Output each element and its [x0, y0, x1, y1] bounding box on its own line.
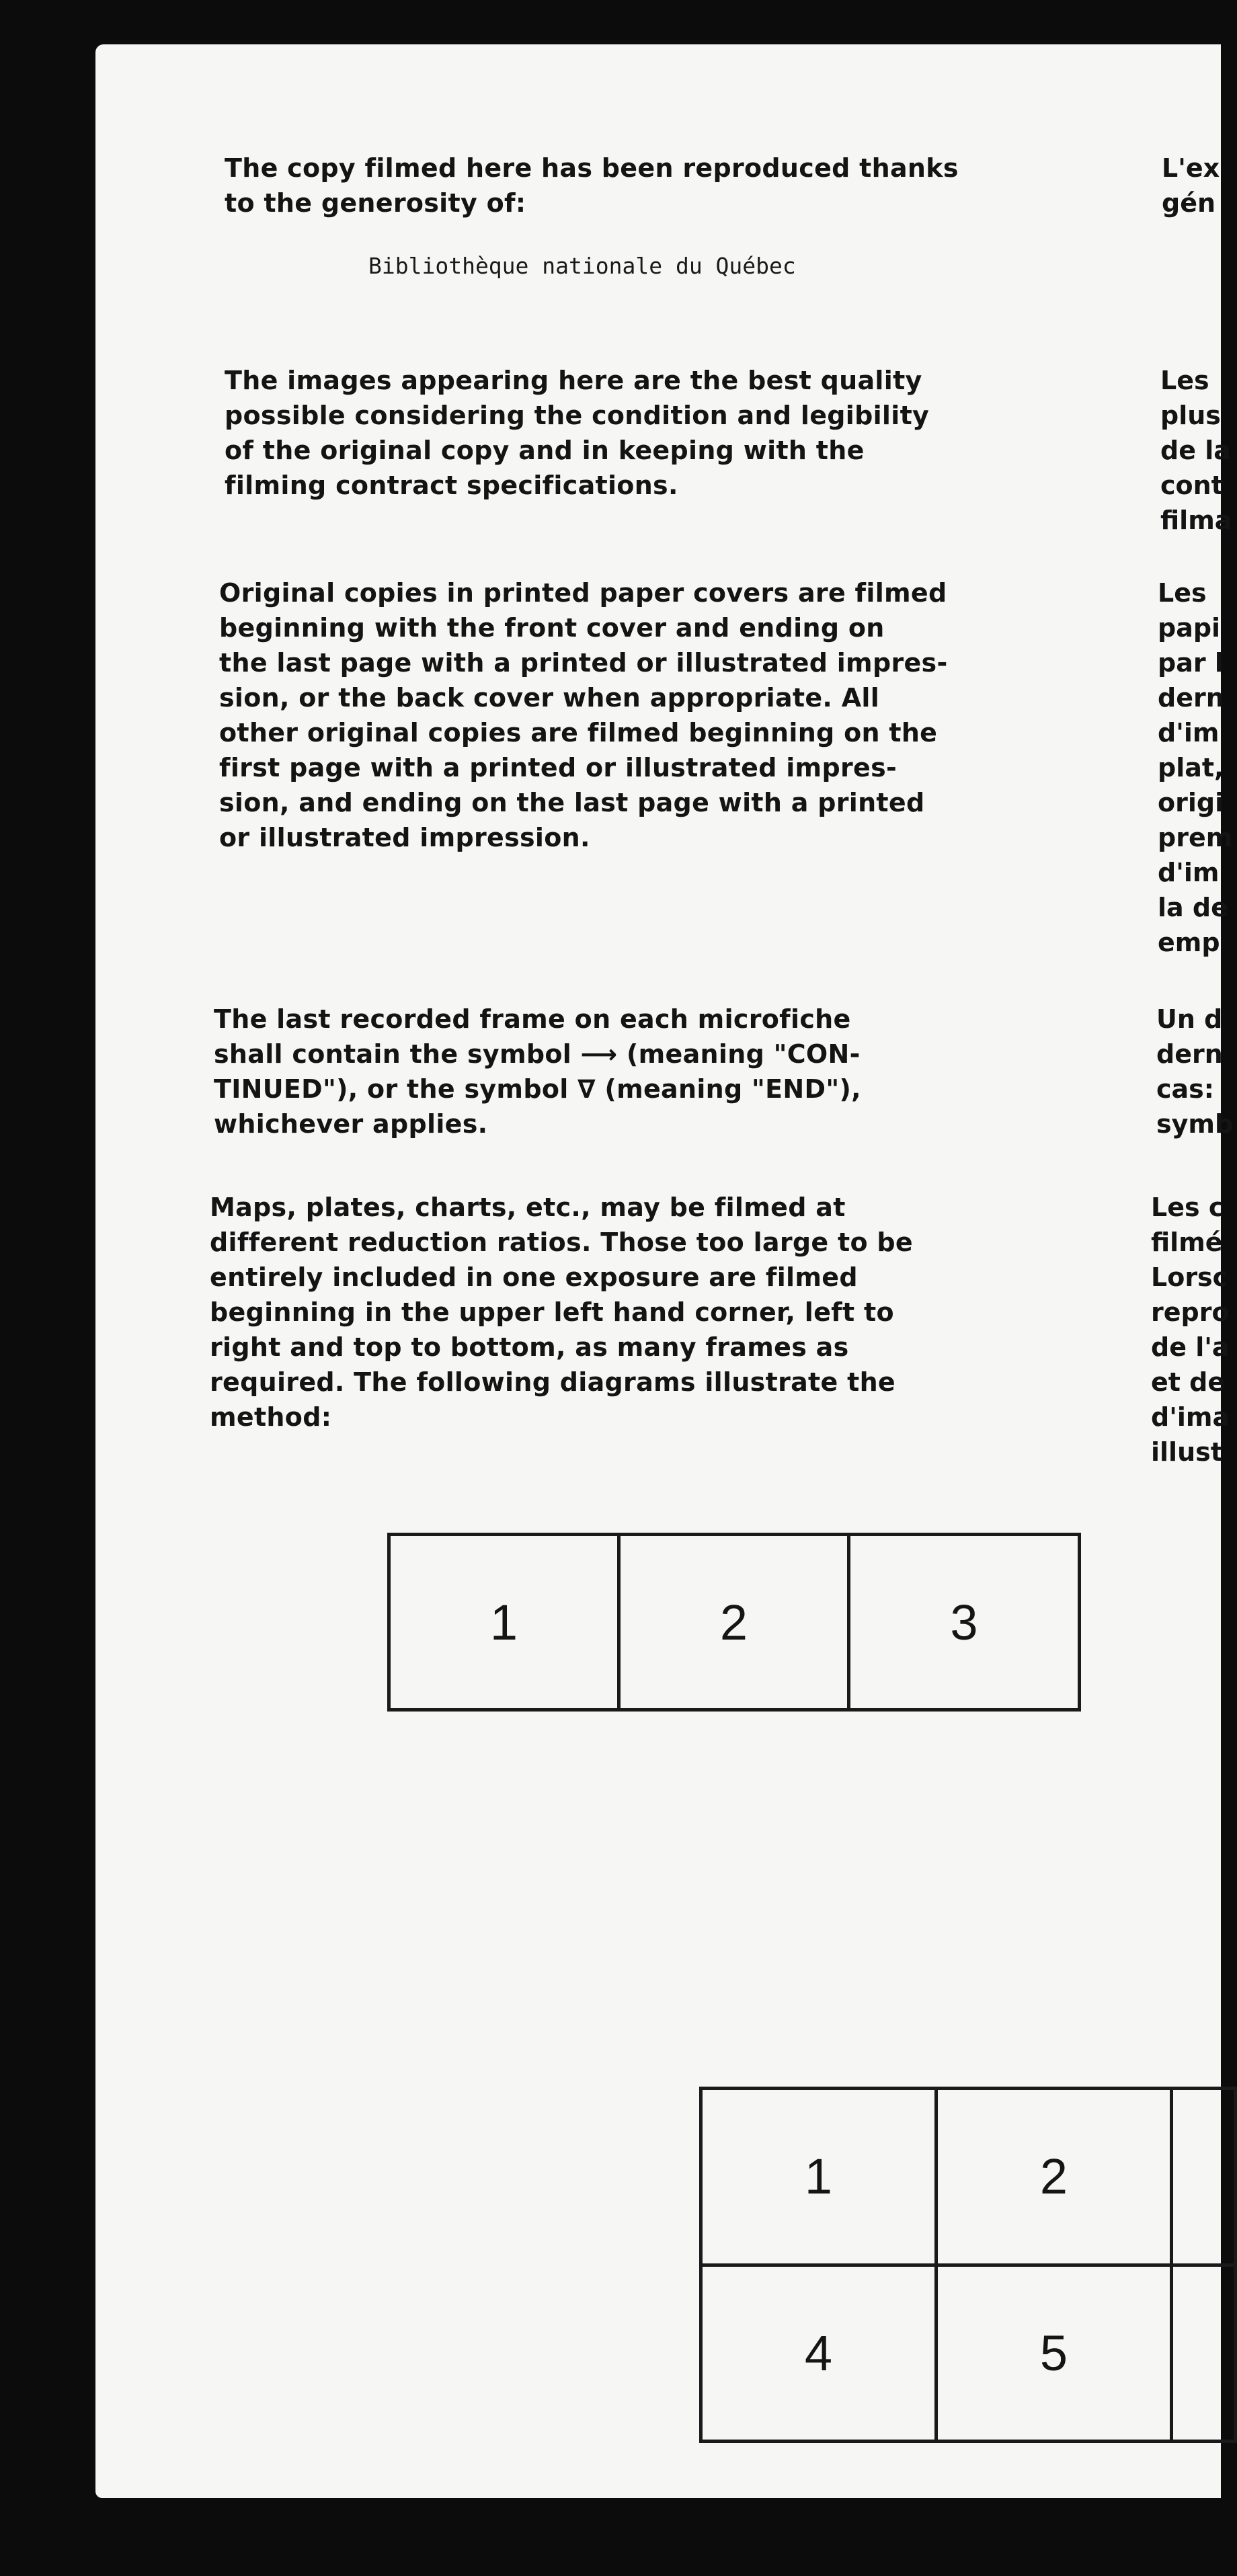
institution-name: Bibliothèque nationale du Québec [368, 253, 796, 279]
french-covers-fragment: Les papi par l dern d'im plat, origi prem d'im la de emp [1158, 578, 1233, 957]
frame-cell [1172, 2089, 1236, 2265]
frame-cell: 5 [936, 2265, 1172, 2442]
symbols-paragraph: The last recorded frame on each microfiche shall contain the symbol ⟶ (meaning "CON- TINUED"), or the symbol ∇ (meaning "END"), whichever applies. [214, 1004, 861, 1139]
frame-cell: 2 [618, 1535, 848, 1710]
frame-cell: 4 [701, 2265, 936, 2442]
french-symbols-fragment: Un d dern cas: symb [1156, 1004, 1234, 1139]
frame-grid-diagram [699, 2087, 1237, 2443]
frame-cell: 3 [848, 1535, 1079, 1710]
scan-border [0, 2498, 1221, 2576]
frame-cell: 1 [701, 2089, 936, 2265]
quality-paragraph: The images appearing here are the best quality possible considering the condition and legibility of the original copy and in keeping with the filming contract specifications. [225, 366, 930, 500]
thanks-paragraph: The copy filmed here has been reproduced thanks to the generosity of: [225, 153, 959, 218]
maps-paragraph: Maps, plates, charts, etc., may be filmed at different reduction ratios. Those too large to be entirely included in one exposure are filmed beginning in the upper left hand corner, left to right and top to bottom, as many frames as required. The following diagrams illustrate the method: [210, 1193, 913, 1432]
covers-paragraph: Original copies in printed paper covers are filmed beginning with the front cover and ending on the last page with a printed or illustrated impres- sion, or the back cover when appropriate. All other original copies are filmed beginning on the first page with a printed or illustrated impres- sion, and ending on the last page with a printed or illustrated impression. [219, 578, 948, 852]
french-intro-fragment: L'ex gén [1162, 153, 1220, 218]
frame-cell: 2 [936, 2089, 1172, 2265]
frame-row-diagram [387, 1533, 1081, 1712]
frame-cell [1172, 2265, 1236, 2442]
french-quality-fragment: Les plus de la cont filma [1160, 366, 1232, 535]
frame-cell: 1 [389, 1535, 619, 1710]
french-maps-fragment: Les c filmé Lorsc repro de l'a et de d'ima illust [1151, 1193, 1230, 1467]
